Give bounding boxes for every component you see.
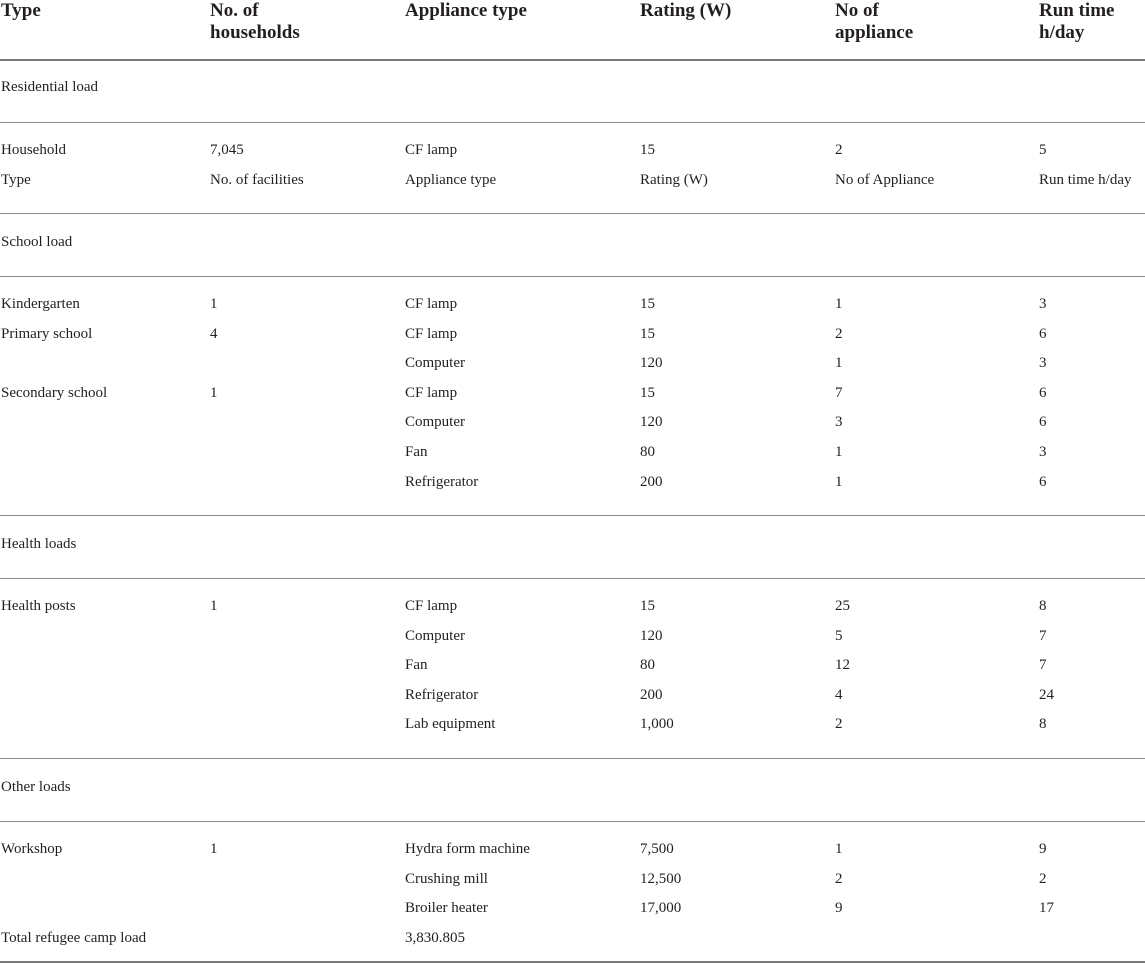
cell-rating: 80 (640, 657, 655, 673)
table-bottom-rule (0, 961, 1145, 963)
col-header-households-line1: No. of (210, 0, 259, 21)
cell-appliance: Computer (405, 628, 465, 644)
section-divider (0, 276, 1145, 277)
cell-run-time: 5 (1039, 142, 1047, 158)
cell-appliance: Refrigerator (405, 687, 479, 703)
cell-appliance: Computer (405, 414, 465, 430)
cell-appliance: Broiler heater (405, 900, 488, 916)
col-header-appliance-type: Appliance type (405, 0, 527, 21)
cell-rating: 120 (640, 355, 663, 371)
section-health-loads: Health loads (1, 536, 77, 552)
col-header-households-line2: households (210, 22, 300, 43)
cell-run-time: 3 (1039, 444, 1047, 460)
subheader-run-time: Run time h/day (1039, 172, 1132, 188)
cell-appliance: Refrigerator (405, 474, 479, 490)
cell-count: 7,045 (210, 142, 244, 158)
cell-number: 3 (835, 414, 843, 430)
cell-run-time: 3 (1039, 296, 1047, 312)
section-divider (0, 213, 1145, 214)
cell-number: 1 (835, 296, 843, 312)
cell-run-time: 24 (1039, 687, 1054, 703)
cell-count: 1 (210, 598, 218, 614)
cell-appliance: CF lamp (405, 385, 458, 401)
cell-type: Health posts (1, 598, 76, 614)
cell-type: Primary school (1, 326, 93, 342)
cell-number: 2 (835, 716, 843, 732)
cell-run-time: 3 (1039, 355, 1047, 371)
cell-rating: 120 (640, 414, 663, 430)
cell-rating: 15 (640, 385, 655, 401)
subheader-type: Type (1, 172, 31, 188)
cell-type: Secondary school (1, 385, 108, 401)
cell-appliance: Fan (405, 444, 428, 460)
cell-rating: 7,500 (640, 841, 674, 857)
cell-run-time: 7 (1039, 657, 1047, 673)
cell-number: 1 (835, 474, 843, 490)
cell-run-time: 2 (1039, 871, 1047, 887)
section-divider (0, 122, 1145, 123)
section-divider (0, 515, 1145, 516)
cell-number: 1 (835, 841, 843, 857)
section-other-loads: Other loads (1, 779, 71, 795)
cell-number: 1 (835, 355, 843, 371)
cell-rating: 12,500 (640, 871, 682, 887)
cell-type: Kindergarten (1, 296, 80, 312)
subheader-appliance-type: Appliance type (405, 172, 497, 188)
cell-run-time: 6 (1039, 414, 1047, 430)
cell-run-time: 6 (1039, 385, 1047, 401)
cell-number: 2 (835, 142, 843, 158)
cell-number: 25 (835, 598, 850, 614)
cell-appliance: Hydra form machine (405, 841, 530, 857)
subheader-no-of: No of Appliance (835, 172, 935, 188)
cell-number: 12 (835, 657, 850, 673)
total-value: 3,830.805 (405, 930, 465, 946)
cell-number: 7 (835, 385, 843, 401)
section-divider (0, 758, 1145, 759)
cell-run-time: 6 (1039, 474, 1047, 490)
header-divider (0, 59, 1145, 61)
cell-type: Workshop (1, 841, 63, 857)
cell-rating: 1,000 (640, 716, 674, 732)
col-header-type: Type (1, 0, 41, 21)
subheader-rating: Rating (W) (640, 172, 708, 188)
cell-run-time: 9 (1039, 841, 1047, 857)
cell-appliance: Fan (405, 657, 428, 673)
cell-rating: 15 (640, 326, 655, 342)
subheader-facilities: No. of facilities (210, 172, 304, 188)
cell-rating: 15 (640, 142, 655, 158)
total-label: Total refugee camp load (1, 930, 147, 946)
cell-type: Household (1, 142, 66, 158)
cell-count: 4 (210, 326, 218, 342)
section-residential-load: Residential load (1, 79, 99, 95)
cell-number: 1 (835, 444, 843, 460)
cell-rating: 80 (640, 444, 655, 460)
section-school-load: School load (1, 234, 73, 250)
cell-run-time: 7 (1039, 628, 1047, 644)
section-divider (0, 821, 1145, 822)
cell-appliance: Computer (405, 355, 465, 371)
cell-number: 2 (835, 326, 843, 342)
cell-number: 2 (835, 871, 843, 887)
cell-number: 4 (835, 687, 843, 703)
cell-run-time: 6 (1039, 326, 1047, 342)
cell-run-time: 8 (1039, 716, 1047, 732)
cell-appliance: Lab equipment (405, 716, 496, 732)
cell-run-time: 17 (1039, 900, 1054, 916)
cell-appliance: CF lamp (405, 142, 458, 158)
cell-rating: 15 (640, 598, 655, 614)
cell-count: 1 (210, 296, 218, 312)
cell-number: 5 (835, 628, 843, 644)
cell-run-time: 8 (1039, 598, 1047, 614)
cell-rating: 17,000 (640, 900, 682, 916)
section-divider (0, 578, 1145, 579)
cell-rating: 200 (640, 474, 663, 490)
cell-rating: 200 (640, 687, 663, 703)
cell-appliance: CF lamp (405, 296, 458, 312)
col-header-no-of-line1: No of (835, 0, 879, 21)
cell-count: 1 (210, 841, 218, 857)
col-header-run-time-line1: Run time (1039, 0, 1115, 21)
cell-appliance: CF lamp (405, 326, 458, 342)
cell-number: 9 (835, 900, 843, 916)
cell-rating: 120 (640, 628, 663, 644)
cell-appliance: CF lamp (405, 598, 458, 614)
col-header-no-of-line2: appliance (835, 22, 914, 43)
col-header-run-time-line2: h/day (1039, 22, 1085, 43)
cell-rating: 15 (640, 296, 655, 312)
cell-count: 1 (210, 385, 218, 401)
cell-appliance: Crushing mill (405, 871, 488, 887)
col-header-rating: Rating (W) (640, 0, 732, 21)
